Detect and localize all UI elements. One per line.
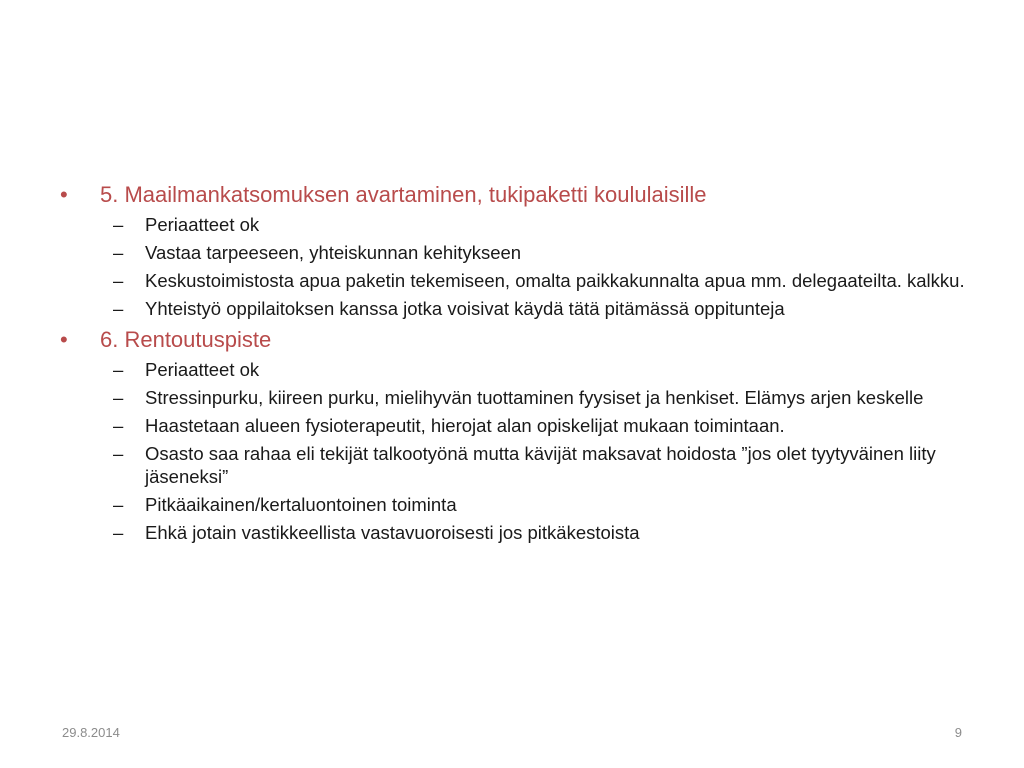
list-item-text: Yhteistyö oppilaitoksen kanssa jotka voisivat käydä tätä pitämässä oppitunteja	[145, 298, 785, 319]
dash-icon: –	[113, 298, 124, 319]
dash-icon: –	[113, 443, 124, 464]
dash-icon: –	[113, 415, 124, 436]
page-number: 9	[954, 725, 962, 740]
list-item-text: Ehkä jotain vastikkeellista vastavuoroisesti jos pitkäkestoista	[145, 522, 640, 543]
list-item	[58, 442, 978, 488]
list-item	[58, 521, 978, 544]
list-item-text: Haastetaan alueen fysioterapeutit, hierojat alan opiskelijat mukaan toimintaan.	[145, 415, 785, 436]
list-item-text: Pitkäaikainen/kertaluontoinen toiminta	[145, 494, 457, 515]
dash-icon: –	[113, 387, 124, 408]
list-item	[58, 241, 978, 264]
section-title: 5. Maailmankatsomuksen avartaminen, tukipaketti koululaisille	[100, 182, 707, 207]
list-item	[58, 386, 978, 409]
dash-icon: –	[113, 359, 124, 380]
dash-icon: –	[113, 522, 124, 543]
list-item	[58, 297, 978, 320]
dash-icon: –	[113, 494, 124, 515]
list-item	[58, 269, 978, 292]
slide-content	[58, 180, 978, 549]
list-item-text: Periaatteet ok	[145, 359, 260, 380]
list-item-text: Osasto saa rahaa eli tekijät talkootyönä mutta kävijät maksavat hoidosta ”jos olet tyytyväinen liity jäseneksi”	[145, 443, 936, 487]
list-item	[58, 414, 978, 437]
list-item-text: Stressinpurku, kiireen purku, mielihyvän tuottaminen fyysiset ja henkiset. Elämys arjen keskelle	[145, 387, 924, 408]
section-title: 6. Rentoutuspiste	[100, 327, 272, 352]
list-item	[58, 358, 978, 381]
section-heading	[58, 180, 978, 210]
footer-date: 29.8.2014	[62, 725, 120, 740]
list-item-text: Vastaa tarpeeseen, yhteiskunnan kehitykseen	[145, 242, 522, 263]
bullet-icon: •	[60, 327, 68, 352]
dash-icon: –	[113, 214, 124, 235]
section-heading	[58, 325, 978, 355]
bullet-icon: •	[60, 182, 68, 207]
list-item-text: Periaatteet ok	[145, 214, 260, 235]
dash-icon: –	[113, 270, 124, 291]
list-item	[58, 213, 978, 236]
dash-icon: –	[113, 242, 124, 263]
list-item-text: Keskustoimistosta apua paketin tekemiseen, omalta paikkakunnalta apua mm. delegaateilta. kalkku.	[145, 270, 965, 291]
list-item	[58, 493, 978, 516]
